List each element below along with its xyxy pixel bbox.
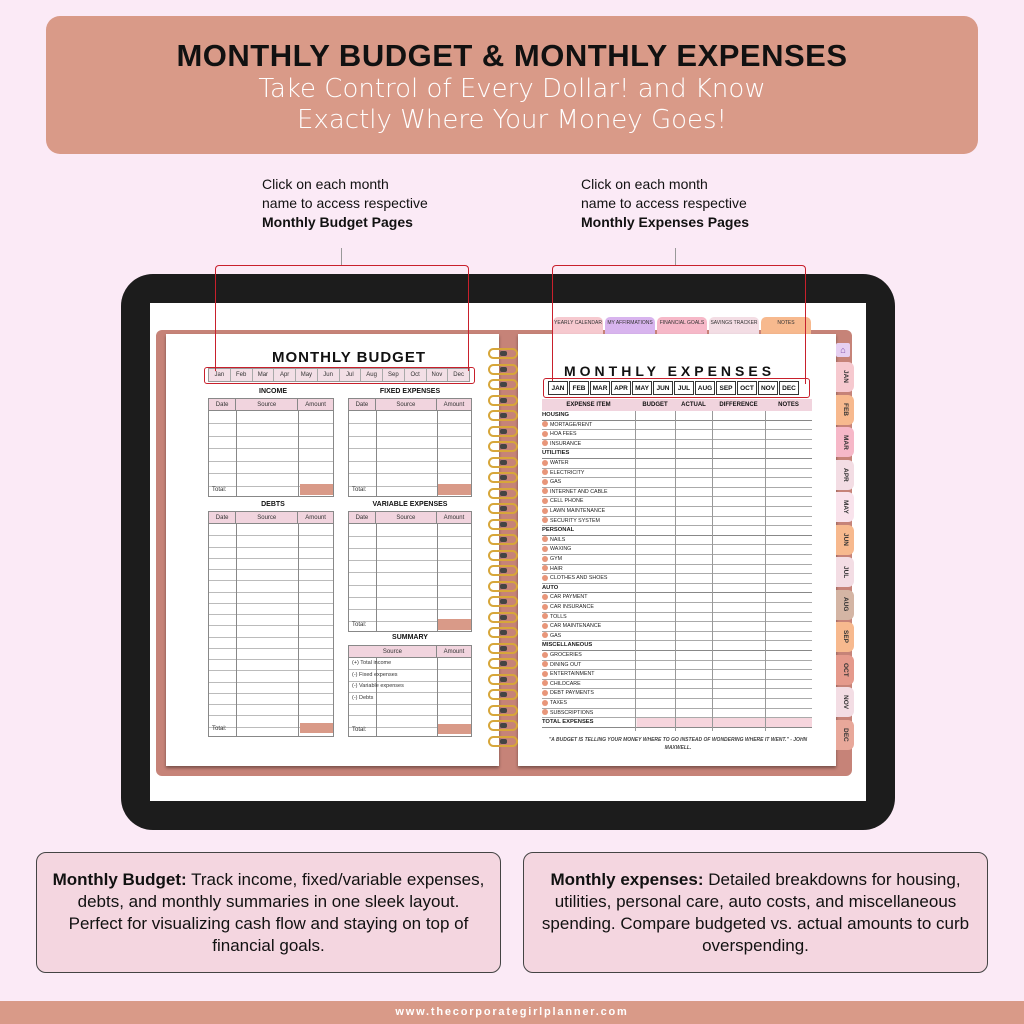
category-dot [542,517,548,523]
subtitle-line-2: Exactly Where Your Money Goes! [297,105,727,135]
side-tab-6[interactable]: JUL [836,557,854,587]
expense-row[interactable] [542,517,812,527]
column-header: Date [209,399,236,410]
column-header: Source [236,512,298,523]
category-dot [542,431,548,437]
expense-row[interactable] [542,651,812,661]
binder-ring [486,503,530,514]
budget-month-tab[interactable]: Sep [383,369,405,381]
category-dot [542,623,548,629]
binder-ring [486,581,530,592]
expense-category [542,718,812,728]
note-expenses: Click on each month name to access respective Monthly Expenses Pages [581,176,750,230]
header-banner [46,16,978,154]
expenses-month-tab[interactable]: JAN [548,381,568,395]
expense-label: ELECTRICITY [550,469,585,476]
expense-label: NAILS [550,536,566,543]
summary-item: (+) Total income [352,660,392,666]
binder-ring [486,534,530,545]
binder-ring [486,565,530,576]
fixed-expenses-table [348,398,472,497]
expense-label: WATER [550,460,569,466]
expense-label: GAS [550,479,562,486]
category-dot [542,613,548,619]
expense-row[interactable] [542,469,812,479]
budget-month-tab[interactable]: Jan [209,369,231,381]
binder-ring [486,348,530,359]
variable-expenses-table [348,511,472,632]
expense-row[interactable] [542,574,812,584]
expense-row[interactable] [542,661,812,671]
category-dot [542,604,548,610]
income-label: INCOME [259,388,287,395]
binder-ring [486,705,530,716]
column-header: Source [376,399,437,410]
expense-label: WAXING [550,546,572,553]
expense-row[interactable] [542,632,812,642]
expense-category [542,584,812,594]
top-tab-0[interactable]: YEARLY CALENDAR [553,317,603,336]
side-tab-8[interactable]: SEP [836,622,854,652]
budget-month-tab[interactable]: Aug [361,369,383,381]
total-cell[interactable] [438,619,471,630]
subtitle-line-1: Take Control of Every Dollar! and Know [258,74,766,104]
binder-ring [486,720,530,731]
budget-month-tab[interactable]: Jun [318,369,340,381]
expense-label: DINING OUT [550,661,582,668]
expense-category [542,526,812,536]
side-tab-10[interactable]: NOV [836,687,854,717]
binder-ring [486,674,530,685]
total-label: Total: [352,487,367,493]
category-dot [542,498,548,504]
expense-column-header: EXPENSE ITEM [566,402,611,408]
month-side-tabs [836,343,856,752]
expense-label: CHILDCARE [550,680,581,687]
col-divider [675,411,676,731]
binder-ring [486,457,530,468]
expense-label: GYM [550,556,563,562]
expenses-month-tab[interactable]: SEP [716,381,736,395]
expense-label: SUBSCRIPTIONS [550,709,594,716]
expense-label: INSURANCE [550,440,582,447]
expense-label: CAR MAINTENANCE [550,623,602,630]
category-dot [542,488,548,494]
category-dot [542,680,548,686]
summary-label: SUMMARY [392,634,428,641]
expense-label: GAS [550,632,562,639]
budget-description-box: Monthly Budget: Track income, fixed/variable expenses, debts, and monthly summaries in one sleek layout. Perfect for visualizing cash flow and staying on top of financial goals. [36,852,501,973]
binder-ring [486,643,530,654]
expense-column-header: DIFFERENCE [719,402,758,408]
binder-ring [486,736,530,747]
expenses-month-tab[interactable]: JUL [674,381,694,395]
spiral-binding [486,348,530,748]
expense-row[interactable] [542,488,812,498]
expense-label: AUTO [542,584,559,591]
expense-label: CAR PAYMENT [550,594,588,601]
binder-ring [486,627,530,638]
column-header: Amount [305,515,326,521]
top-tab-1[interactable]: MY AFFIRMATIONS [605,317,655,336]
expense-row[interactable] [542,459,812,469]
expenses-month-tab[interactable]: AUG [695,381,715,395]
expense-row[interactable] [542,497,812,507]
expense-label: TAXES [550,700,567,706]
side-tab-9[interactable]: OCT [836,655,854,685]
category-dot [542,709,548,715]
binder-ring [486,472,530,483]
expense-row[interactable] [542,507,812,517]
category-dot [542,460,548,466]
debts-label: DEBTS [261,501,285,508]
expense-row[interactable] [542,430,812,440]
expense-row[interactable] [542,622,812,632]
expenses-month-highlight [543,378,810,398]
category-dot [542,632,548,638]
column-header: Amount [443,649,465,655]
side-tab-0[interactable]: JAN [836,362,854,392]
category-dot [542,546,548,552]
expenses-month-tab[interactable]: OCT [737,381,757,395]
variable-label: VARIABLE EXPENSES [372,501,448,508]
quote: "A BUDGET IS TELLING YOUR MONEY WHERE TO GO INSTEAD OF WONDERING WHERE IT WENT." - JOHN MAXWELL. [548,737,808,751]
category-dot [542,690,548,696]
column-header: Source [376,512,437,523]
expense-label: TOTAL EXPENSES [542,719,594,726]
total-label: Total: [212,726,227,732]
pointer-stem-right [675,248,676,265]
category-dot [542,700,548,706]
top-tab-4[interactable]: NOTES [761,317,811,336]
top-tab-2[interactable]: FINANCIAL GOALS [657,317,707,336]
note-budget: Click on each month name to access respective Monthly Budget Pages [262,176,428,230]
binder-ring [486,488,530,499]
binder-ring [486,395,530,406]
binder-ring [486,689,530,700]
budget-month-tab[interactable]: Mar [253,369,275,381]
expense-row[interactable] [542,689,812,699]
category-dot [542,479,548,485]
expenses-title: MONTHLY EXPENSES [564,363,776,379]
side-tab-11[interactable]: DEC [836,720,854,750]
binder-ring [486,441,530,452]
expense-row[interactable] [542,478,812,488]
category-dot [542,594,548,600]
budget-month-tab[interactable]: Feb [231,369,253,381]
expense-label: HAIR [550,565,563,572]
category-dot [542,440,548,446]
expense-label: CELL PHONE [550,498,584,505]
income-table [208,398,334,497]
budget-month-tab[interactable]: May [296,369,318,381]
expense-label: UTILITIES [542,450,570,457]
column-header: Amount [443,515,465,521]
side-tab-5[interactable]: JUN [836,525,854,555]
expense-label: LAWN MAINTENANCE [550,508,606,514]
category-dot [542,652,548,658]
expense-category [542,411,812,421]
side-tab-4[interactable]: MAY [836,492,854,522]
debts-table [208,511,334,737]
budget-month-tab[interactable]: Dec [448,369,469,381]
category-dot [542,565,548,571]
expenses-month-tab[interactable]: FEB [569,381,589,395]
column-header: Amount [305,402,326,408]
expense-label: MORTAGE/RENT [550,421,593,428]
expenses-month-tab[interactable]: NOV [758,381,778,395]
total-cell[interactable] [300,723,333,733]
binder-ring [486,596,530,607]
binder-ring [486,612,530,623]
footer-url[interactable]: www.thecorporategirlplanner.com [0,1001,1024,1024]
binder-ring [486,410,530,421]
binder-ring [486,519,530,530]
binder-ring [486,364,530,375]
total-cell[interactable] [300,484,333,495]
total-cell[interactable] [438,724,471,734]
budget-month-tab[interactable]: Nov [427,369,449,381]
expense-label: HOUSING [542,412,570,418]
expense-row[interactable] [542,603,812,613]
expense-row[interactable] [542,680,812,690]
expenses-month-tab[interactable]: APR [611,381,631,395]
expense-row[interactable] [542,593,812,603]
column-header: Date [349,399,376,410]
expense-row[interactable] [542,545,812,555]
expense-label: HOA FEES [550,431,577,438]
summary-item: (-) Variable expenses [352,683,404,689]
page-title: MONTHLY BUDGET & MONTHLY EXPENSES [176,38,848,73]
expense-row[interactable] [542,670,812,680]
category-dot [542,661,548,667]
expense-label: PERSONAL [542,527,575,534]
expense-row[interactable] [542,699,812,709]
budget-month-tab[interactable]: Apr [274,369,296,381]
expenses-month-tab[interactable]: DEC [779,381,799,395]
total-label: Total: [352,622,367,628]
category-dot [542,508,548,514]
budget-title: MONTHLY BUDGET [272,349,427,366]
pointer-stem-left [341,248,342,265]
fixed-label: FIXED EXPENSES [379,388,441,395]
budget-month-highlight [204,367,475,384]
expense-column-header: ACTUAL [681,402,706,408]
category-dot [542,536,548,542]
side-tab-1[interactable]: FEB [836,395,854,425]
side-tab-3[interactable]: APR [836,460,854,490]
summary-item: (-) Fixed expenses [352,671,398,678]
binder-ring [486,379,530,390]
expense-label: DEBT PAYMENTS [550,690,594,697]
category-dot [542,556,548,562]
expenses-month-tab[interactable]: MAR [590,381,610,395]
category-dot [542,671,548,677]
expense-label: INTERNET AND CABLE [550,488,608,495]
expense-category [542,641,812,651]
column-header: Date [209,512,236,523]
column-header: Source [236,399,298,410]
binder-ring [486,426,530,437]
expense-label: CAR INSURANCE [550,604,594,610]
total-label: Total: [352,727,367,733]
expense-label: TOLLS [550,613,567,620]
category-dot [542,469,548,475]
column-header: Date [349,512,376,523]
category-dot [542,575,548,581]
total-label: Total: [212,487,227,493]
expense-row[interactable] [542,613,812,623]
budget-month-tab[interactable]: Oct [405,369,427,381]
expense-label: SECURITY SYSTEM [550,517,600,524]
expense-column-header: BUDGET [642,402,668,408]
side-tab-7[interactable]: AUG [836,590,854,620]
expense-column-header: NOTES [778,402,799,408]
summary-item: (-) Debts [352,694,374,701]
category-dot [542,421,548,427]
callout-left [215,265,469,371]
expense-row[interactable] [542,421,812,431]
expenses-month-tab[interactable]: MAY [632,381,652,395]
col-divider [765,411,766,731]
binder-ring [486,658,530,669]
column-header: Source [349,646,437,657]
expense-row[interactable] [542,536,812,546]
total-cell[interactable] [438,484,471,495]
top-tab-3[interactable]: SAVINGS TRACKER [709,317,759,336]
col-divider [712,411,713,731]
binder-ring [486,550,530,561]
expense-row[interactable] [542,709,812,719]
expenses-description-box: Monthly expenses: Detailed breakdowns for housing, utilities, personal care, auto costs, and miscellaneous spending. Compare budgeted vs. actual amounts to curb overspending. [523,852,988,973]
expense-label: GROCERIES [550,652,582,658]
expense-category [542,449,812,459]
col-divider [635,411,636,731]
expense-row[interactable] [542,440,812,450]
expense-row[interactable] [542,565,812,575]
expense-label: MISCELLANEOUS [542,642,593,649]
budget-month-tab[interactable]: Jul [340,369,362,381]
expense-row[interactable] [542,555,812,565]
expense-label: CLOTHES AND SHOES [550,575,608,582]
column-header: Amount [443,402,465,408]
home-icon[interactable]: ⌂ [836,343,850,357]
expenses-table-header [542,399,812,411]
side-tab-2[interactable]: MAR [836,427,854,457]
expense-label: ENTERTAINMENT [550,671,595,678]
expenses-month-tab[interactable]: JUN [653,381,673,395]
